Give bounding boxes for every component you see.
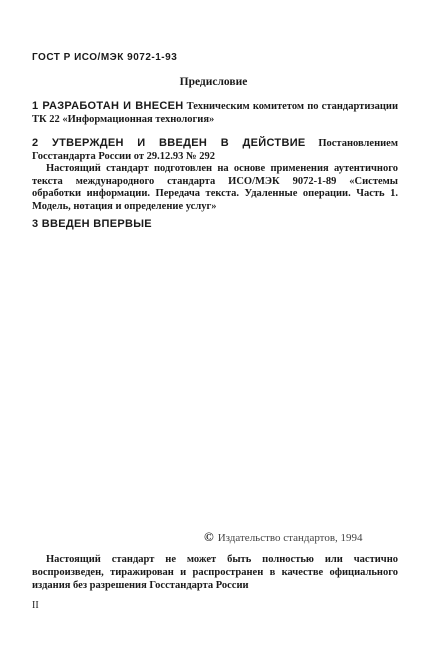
page-title: Предисловие [179,76,248,88]
copyright-line [204,529,363,545]
copyright-icon: © [204,529,214,544]
section-2 [32,137,398,163]
document-code-header: ГОСТ Р ИСО/МЭК 9072-1-93 [32,52,178,63]
section-1-body: Техническим комитетом по стандартизации ТК 22 «Информационная технология» [32,101,398,125]
reproduction-notice: Настоящий стандарт не может быть полностью или частично воспроизведен, тиражирован и распространен в качестве официального издания без разрешения Госстандарта России [32,554,398,591]
section-2-body: Постановлением Госстандарта России от 29.12.93 № 292 [32,138,398,162]
section-3-lead: 3 ВВЕДЕН ВПЕРВЫЕ [32,218,152,230]
section-2-lead: 2 УТВЕРЖДЕН И ВВЕДЕН В ДЕЙСТВИЕ [32,137,306,149]
section-1 [32,100,398,126]
page-number: II [32,600,39,611]
copyright-text: Издательство стандартов, 1994 [217,532,363,544]
basis-paragraph: Настоящий стандарт подготовлен на основе применения аутентичного текста международного стандарта ИСО/МЭК 9072-1-89 «Системы обработки информации. Передача текста. Удаленные операции. Часть 1. Модель, нотация и определение услуг» [32,163,398,212]
section-3 [32,218,398,231]
section-1-lead: 1 РАЗРАБОТАН И ВНЕСЕН [32,100,184,112]
